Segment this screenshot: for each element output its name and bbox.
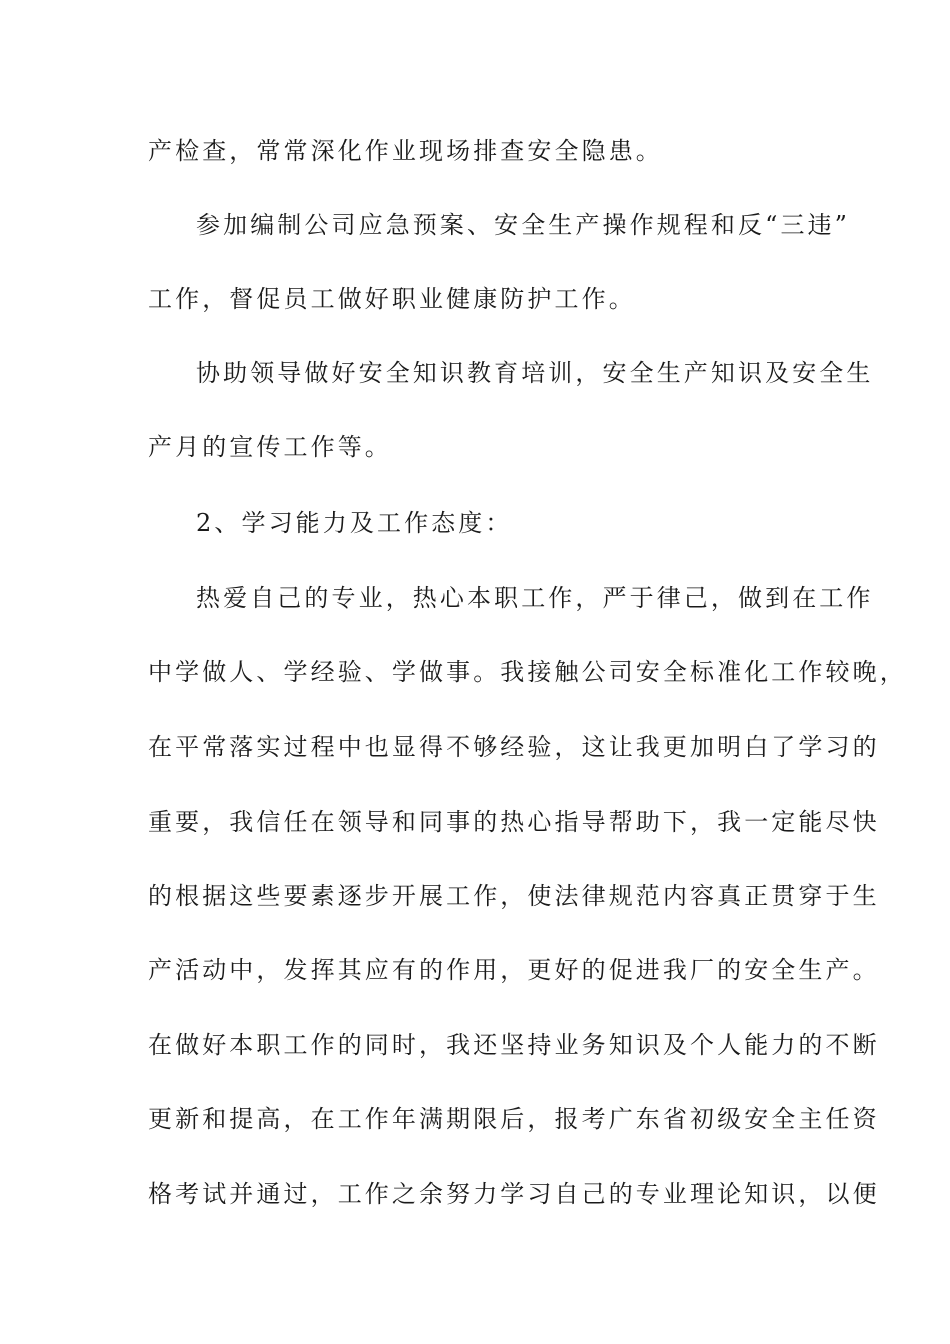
text-line-11: 的根据这些要素逐步开展工作，使法律规范内容真正贯穿于生 <box>148 882 880 910</box>
text-line-13: 在做好本职工作的同时，我还坚持业务知识及个人能力的不断 <box>148 1031 880 1059</box>
text-line-7: 热爱自己的专业，热心本职工作，严于律己，做到在工作 <box>196 584 874 612</box>
text-line-2: 参加编制公司应急预案、安全生产操作规程和反“三违” <box>196 211 851 239</box>
text-line-5: 产月的宣传工作等。 <box>148 433 392 461</box>
section-heading: 2、学习能力及工作态度： <box>196 509 513 537</box>
text-line-9: 在平常落实过程中也显得不够经验，这让我更加明白了学习的 <box>148 733 880 761</box>
text-line-1: 产检查，常常深化作业现场排查安全隐患。 <box>148 137 663 165</box>
text-line-12: 产活动中，发挥其应有的作用，更好的促进我厂的安全生产。 <box>148 956 880 984</box>
text-line-14: 更新和提高，在工作年满期限后，报考广东省初级安全主任资 <box>148 1105 880 1133</box>
text-line-4: 协助领导做好安全知识教育培训，安全生产知识及安全生 <box>196 359 874 387</box>
text-line-3: 工作，督促员工做好职业健康防护工作。 <box>148 285 636 313</box>
text-line-8: 中学做人、学经验、学做事。我接触公司安全标准化工作较晚， <box>148 658 907 686</box>
text-line-15: 格考试并通过，工作之余努力学习自己的专业理论知识，以便 <box>148 1180 880 1208</box>
text-line-10: 重要，我信任在领导和同事的热心指导帮助下，我一定能尽快 <box>148 808 880 836</box>
